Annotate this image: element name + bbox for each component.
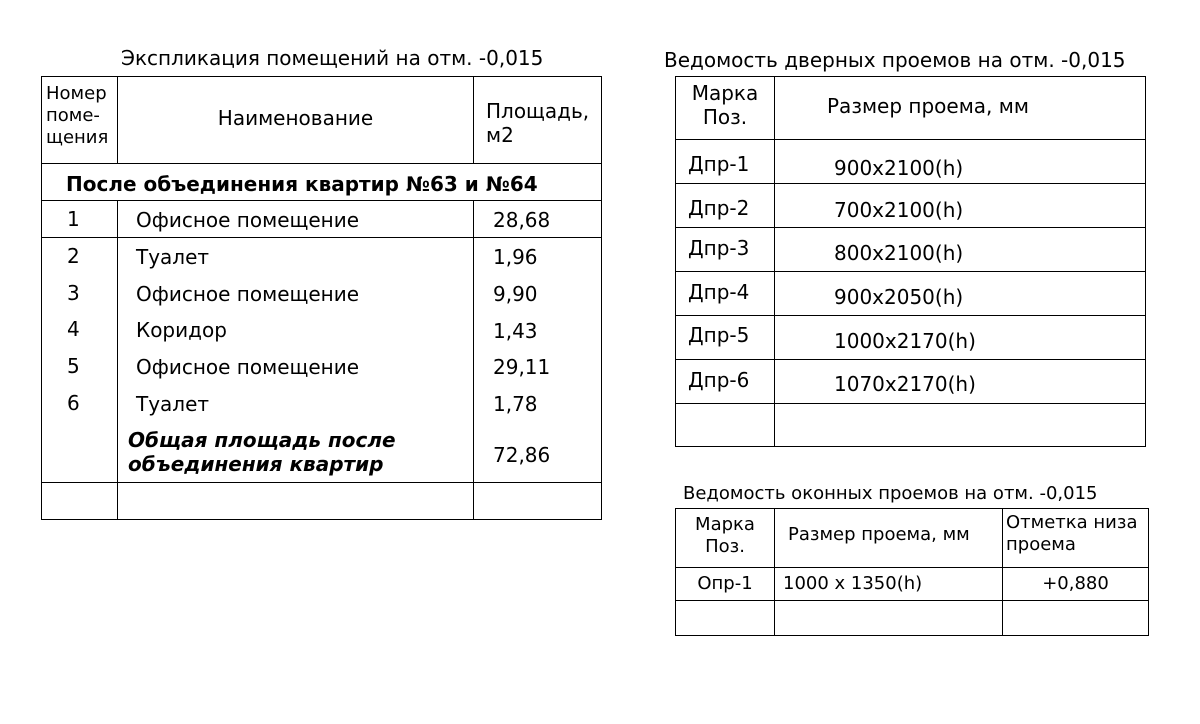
row-divider — [676, 315, 1145, 316]
row-divider — [42, 163, 601, 164]
table-row-name: Коридор — [136, 318, 227, 342]
door-size: 900х2050(h) — [834, 285, 964, 309]
row-divider — [676, 139, 1145, 140]
table-row-area: 1,78 — [493, 392, 538, 416]
table-row-name: Офисное помещение — [136, 208, 360, 232]
table-row-number: 4 — [67, 317, 80, 341]
door-mark: Дпр-1 — [688, 152, 750, 176]
row-divider — [42, 482, 601, 483]
table-row-area: 9,90 — [493, 282, 538, 306]
col-divider — [1002, 509, 1003, 635]
table-row-number: 5 — [67, 354, 80, 378]
table-row-area: 1,96 — [493, 245, 538, 269]
header-mark: Марка Поз. — [691, 81, 759, 129]
header-number: Номер поме- щения — [46, 83, 109, 148]
window-mark: Опр-1 — [697, 573, 753, 594]
header-mark: Марка Поз. — [695, 514, 755, 557]
table-row-name: Офисное помещение — [136, 282, 360, 306]
door-size: 700х2100(h) — [834, 198, 964, 222]
col-divider — [774, 77, 775, 446]
header-size: Размер проема, мм — [788, 524, 970, 545]
door-mark: Дпр-3 — [688, 236, 750, 260]
table-row-area: 1,43 — [493, 319, 538, 343]
col-divider — [473, 77, 474, 163]
table-row-name: Туалет — [136, 392, 210, 416]
explication-title: Экспликация помещений на отм. -0,015 — [121, 46, 544, 70]
row-divider — [676, 183, 1145, 184]
door-size: 1070х2170(h) — [834, 372, 976, 396]
header-name: Наименование — [217, 106, 374, 130]
window-level: +0,880 — [1042, 573, 1109, 594]
table-row-name: Офисное помещение — [136, 355, 360, 379]
row-divider — [676, 403, 1145, 404]
table-row-number: 6 — [67, 391, 80, 415]
row-divider — [676, 271, 1145, 272]
windows-title: Ведомость оконных проемов на отм. -0,015 — [683, 483, 1098, 504]
col-divider — [473, 200, 474, 519]
door-mark: Дпр-6 — [688, 368, 750, 392]
row-divider — [676, 567, 1148, 568]
table-row-area: 28,68 — [493, 208, 551, 232]
door-size: 900х2100(h) — [834, 156, 964, 180]
row-divider — [676, 359, 1145, 360]
header-area: Площадь, м2 — [486, 99, 590, 147]
door-mark: Дпр-4 — [688, 280, 750, 304]
door-size: 800х2100(h) — [834, 241, 964, 265]
row-divider — [676, 227, 1145, 228]
row-divider — [42, 237, 601, 238]
table-row-number: 3 — [67, 281, 80, 305]
table-row-area: 29,11 — [493, 355, 551, 379]
col-divider — [117, 200, 118, 519]
row-divider — [676, 600, 1148, 601]
doors-table — [675, 76, 1146, 447]
window-size: 1000 х 1350(h) — [783, 573, 923, 594]
table-row-name: Туалет — [136, 245, 210, 269]
col-divider — [774, 509, 775, 635]
header-level: Отметка низа проема — [1006, 512, 1138, 555]
total-label: Общая площадь после объединения квартир — [128, 428, 396, 476]
header-size: Размер проема, мм — [827, 94, 1029, 118]
door-size: 1000х2170(h) — [834, 329, 976, 353]
door-mark: Дпр-5 — [688, 323, 750, 347]
windows-table — [675, 508, 1149, 636]
table-row-number: 2 — [67, 244, 80, 268]
door-mark: Дпр-2 — [688, 196, 750, 220]
row-divider — [42, 200, 601, 201]
section-title: После объединения квартир №63 и №64 — [66, 172, 538, 196]
explication-table — [41, 76, 602, 520]
total-value: 72,86 — [493, 443, 551, 467]
doors-title: Ведомость дверных проемов на отм. -0,015 — [664, 48, 1126, 72]
table-row-number: 1 — [67, 207, 80, 231]
